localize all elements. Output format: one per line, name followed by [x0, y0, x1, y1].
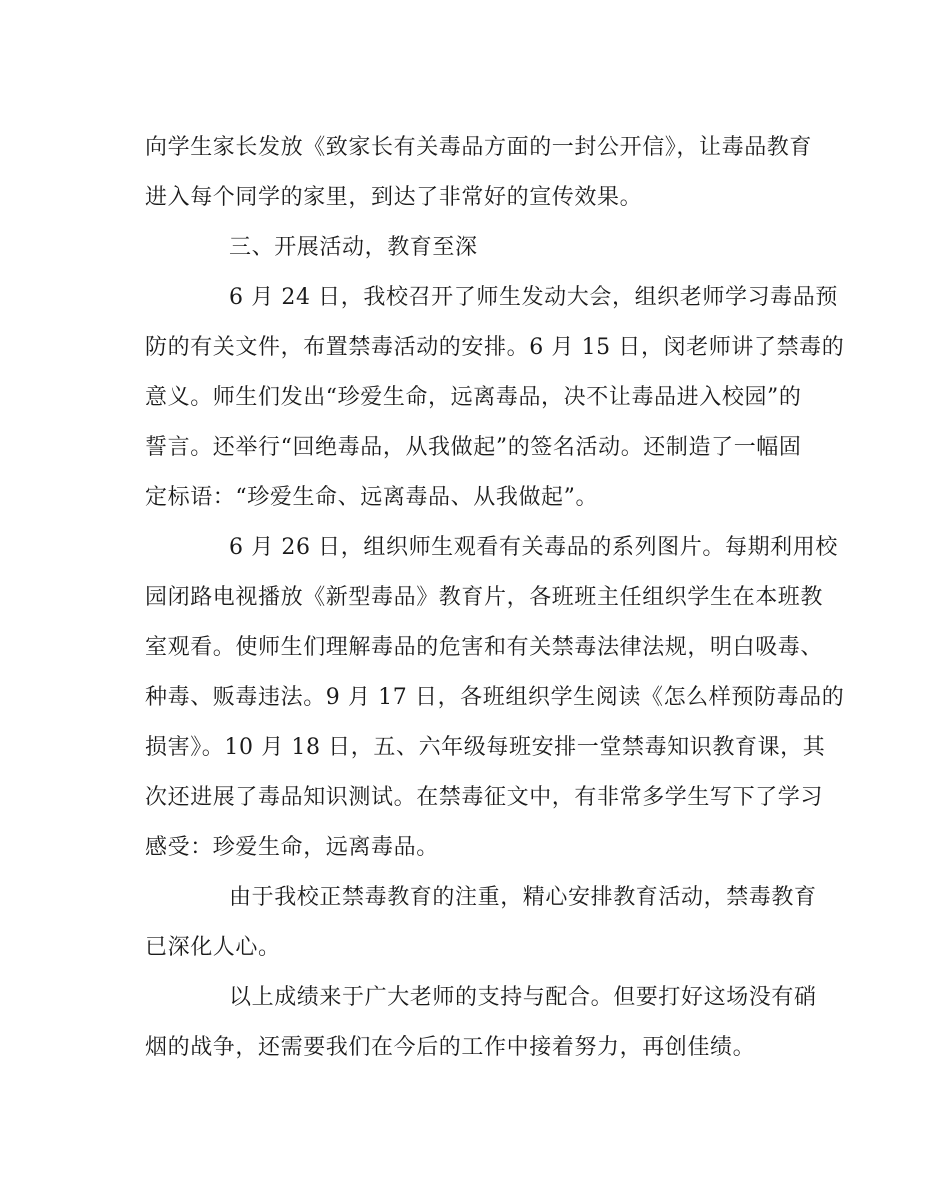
body-text-line: 已深化人心。 — [145, 935, 281, 960]
body-text-line: 园闭路电视播放《新型毒品》教育片，各班班主任组织学生在本班教 — [145, 585, 824, 610]
body-text-line: 种毒、贩毒违法。9 月 17 日，各班组织学生阅读《怎么样预防毒品的 — [145, 685, 845, 710]
body-text-line: 以上成绩来于广大老师的支持与配合。但要打好这场没有硝 — [229, 985, 817, 1010]
section-heading: 三、开展活动，教育至深 — [229, 235, 478, 260]
body-text-line: 6 月 26 日，组织师生观看有关毒品的系列图片。每期利用校 — [229, 535, 838, 560]
body-text-line: 誓言。还举行“回绝毒品，从我做起”的签名活动。还制造了一幅固 — [145, 435, 802, 460]
body-text-line: 由于我校正禁毒教育的注重，精心安排教育活动，禁毒教育 — [229, 885, 817, 910]
body-text-line: 损害》。10 月 18 日，五、六年级每班安排一堂禁毒知识教育课，其 — [145, 735, 826, 760]
body-text-line: 防的有关文件，布置禁毒活动的安排。6 月 15 日，闵老师讲了禁毒的 — [145, 335, 845, 360]
body-text-line: 进入每个同学的家里，到达了非常好的宣传效果。 — [145, 185, 643, 210]
body-text-line: 室观看。使师生们理解毒品的危害和有关禁毒法律法规，明白吸毒、 — [145, 635, 824, 660]
body-text-line: 向学生家长发放《致家长有关毒品方面的一封公开信》，让毒品教育 — [145, 135, 813, 160]
body-text-line: 6 月 24 日，我校召开了师生发动大会，组织老师学习毒品预 — [229, 285, 838, 310]
body-text-line: 次还进展了毒品知识测试。在禁毒征文中，有非常多学生写下了学习 — [145, 785, 824, 810]
body-text-line: 烟的战争，还需要我们在今后的工作中接着努力，再创佳绩。 — [145, 1035, 756, 1060]
body-text-line: 感受：珍爱生命，远离毒品。 — [145, 835, 439, 860]
body-text-line: 意义。师生们发出“珍爱生命，远离毒品，决不让毒品进入校园”的 — [145, 385, 802, 410]
body-text-line: 定标语：“珍爱生命、远离毒品、从我做起”。 — [145, 485, 599, 510]
